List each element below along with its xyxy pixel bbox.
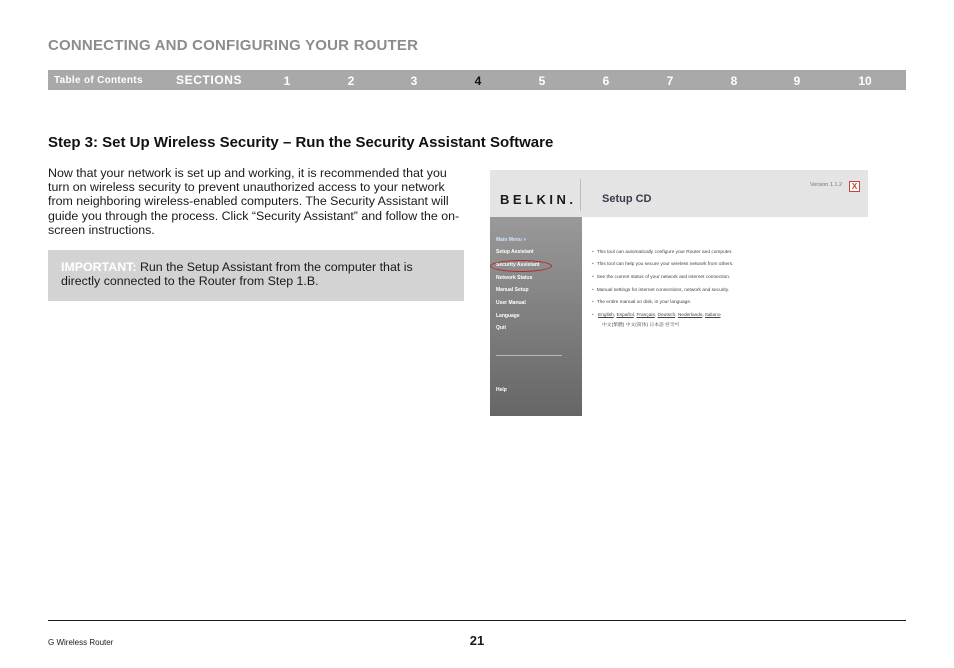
section-link-6[interactable]: 6 <box>602 74 610 88</box>
section-link-7[interactable]: 7 <box>666 74 674 88</box>
sidebar-divider <box>496 355 562 356</box>
section-link-1[interactable]: 1 <box>283 74 291 88</box>
section-link-8[interactable]: 8 <box>730 74 738 88</box>
important-note-box <box>48 250 464 301</box>
main-menu-label: Main Menu » <box>496 237 527 243</box>
section-link-10[interactable]: 10 <box>858 74 872 88</box>
description-row: • The entire manual on disk, in your language. <box>592 300 692 305</box>
important-note-text: Run the Setup Assistant from the computer that is directly connected to the Router from Step 1.B. <box>61 260 413 289</box>
menu-item-manual-setup[interactable]: Manual Setup <box>496 287 529 293</box>
section-link-4[interactable]: 4 <box>474 74 482 88</box>
header-divider <box>580 179 581 211</box>
chapter-title: CONNECTING AND CONFIGURING YOUR ROUTER <box>48 37 419 54</box>
description-row: • This tool can help you secure your wireless network from others. <box>592 262 734 267</box>
language-link-english[interactable]: English <box>598 313 614 318</box>
language-link-nederlands[interactable]: Nederlands <box>677 313 703 318</box>
menu-item-network-status[interactable]: Network Status <box>496 275 533 281</box>
language-link-deutsch[interactable]: Deutsch <box>657 313 676 318</box>
page-number: 21 <box>469 633 485 648</box>
menu-item-language[interactable]: Language <box>496 313 520 319</box>
security-assistant-highlight-circle <box>490 260 552 272</box>
menu-item-security-assistant[interactable]: Security Assistant <box>496 262 540 268</box>
description-row: • See the current status of your network and internet connection. <box>592 275 731 280</box>
section-link-2[interactable]: 2 <box>347 74 355 88</box>
language-links-row: • English, Español, Français, Deutsch, Nederlands, Italiano <box>592 313 721 318</box>
table-of-contents-link[interactable]: Table of Contents <box>54 75 143 86</box>
setup-cd-header <box>490 170 868 217</box>
step-heading: Step 3: Set Up Wireless Security – Run the Security Assistant Software <box>48 134 554 151</box>
section-nav-bar <box>48 70 906 90</box>
language-link-espanol[interactable]: Español <box>616 313 634 318</box>
section-link-9[interactable]: 9 <box>793 74 801 88</box>
language-link-francais[interactable]: Français <box>636 313 655 318</box>
setup-cd-screenshot <box>490 170 868 416</box>
important-label: IMPORTANT: <box>61 260 137 274</box>
setup-cd-title: Setup CD <box>602 193 652 205</box>
setup-cd-sidebar <box>490 217 582 416</box>
description-row: • This tool can automatically configure your Router and computer. <box>592 250 733 255</box>
menu-item-setup-assistant[interactable]: Setup Assistant <box>496 249 534 255</box>
belkin-logo: BELKIN. <box>500 192 577 207</box>
important-note <box>61 260 453 288</box>
footer-rule <box>48 620 906 621</box>
section-link-5[interactable]: 5 <box>538 74 546 88</box>
language-link-italiano[interactable]: Italiano <box>705 313 721 318</box>
close-icon[interactable]: X <box>849 181 860 192</box>
version-label: Version 1.1.2 <box>810 182 843 188</box>
setup-cd-main-panel <box>582 217 868 416</box>
sections-label: SECTIONS <box>176 73 243 87</box>
menu-item-user-manual[interactable]: User Manual <box>496 300 526 306</box>
instruction-paragraph: Now that your network is set up and working, it is recommended that you turn on wireless security to prevent unauthorized access to your network from neighboring wireless-enabled computers. The Security Assistant will guide you through the process. Click “Security Assistant” and follow the on-screen instructions. <box>48 166 460 237</box>
section-link-3[interactable]: 3 <box>410 74 418 88</box>
asian-language-links[interactable]: 中文(繁體) 中文(简体) 日本語 한국어 <box>602 323 680 328</box>
footer-product-name: G Wireless Router <box>48 638 114 647</box>
menu-item-help[interactable]: Help <box>496 387 507 393</box>
description-row: • Manual settings for internet connections, network and security. <box>592 288 730 293</box>
menu-item-quit[interactable]: Quit <box>496 325 506 331</box>
